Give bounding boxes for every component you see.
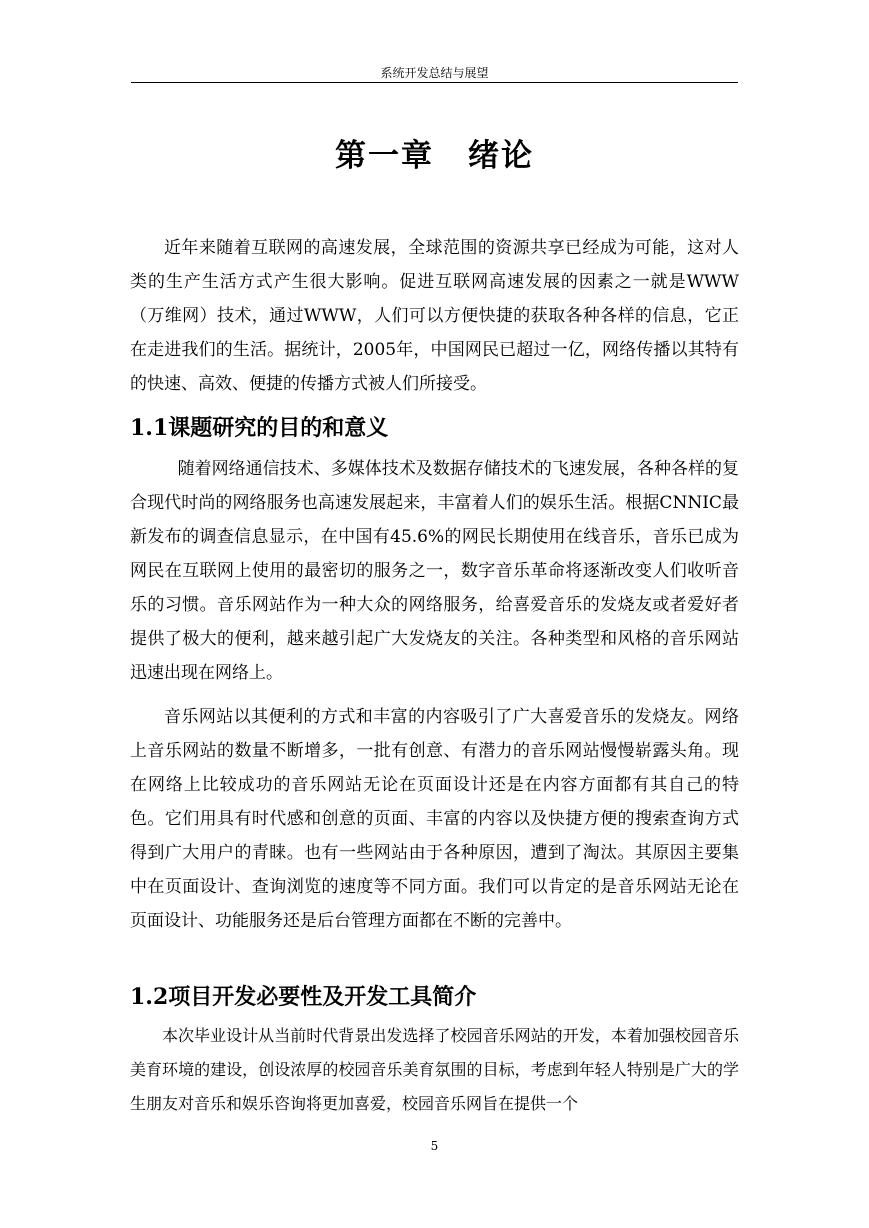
header-divider	[131, 82, 738, 83]
section-1-2-paragraph: 本次毕业设计从当前时代背景出发选择了校园音乐网站的开发，本着加强校园音乐美育环境的建设，创设浓厚的校园音乐美育氛围的目标，考虑到年轻人特别是广大的学生朋友对音乐和娱乐咨询将更加喜爱，校园音乐网旨在提供一个	[130, 1026, 739, 1113]
page-number: 5	[430, 1139, 439, 1153]
section-1-1-paragraph-1: 随着网络通信技术、多媒体技术及数据存储技术的飞速发展，各种各样的复合现代时尚的网络服务也高速发展起来，丰富着人们的娱乐生活。根据CNNIC最新发布的调查信息显示，在中国有45.6%的网民长期使用在线音乐，音乐已成为网民在互联网上使用的最密切的服务之一，数字音乐革命将逐渐改变人们收听音乐的习惯。音乐网站作为一种大众的网络服务，给喜爱音乐的发烧友或者爱好者提供了极大的便利，越来越引起广大发烧友的关注。各种类型和风格的音乐网站迅速出现在网络上。	[130, 459, 739, 683]
section-heading-1-2: 1.2项目开发必要性及开发工具简介	[130, 984, 477, 1010]
section-1-1-paragraph-2: 音乐网站以其便利的方式和丰富的内容吸引了广大喜爱音乐的发烧友。网络上音乐网站的数量不断增多，一批有创意、有潜力的音乐网站慢慢崭露头角。现在网络上比较成功的音乐网站无论在页面设计还是在内容方面都有其自己的特色。它们用具有时代感和创意的页面、丰富的内容以及快捷方便的搜索查询方式得到广大用户的青睐。也有一些网站由于各种原因，遭到了淘汰。其原因主要集中在页面设计、查询浏览的速度等不同方面。我们可以肯定的是音乐网站无论在页面设计、功能服务还是后台管理方面都在不断的完善中。	[130, 707, 739, 931]
running-header-title: 系统开发总结与展望	[380, 66, 489, 80]
chapter-title	[0, 136, 869, 176]
chapter-number-label: 第一章	[335, 138, 434, 174]
intro-paragraph: 近年来随着互联网的高速发展，全球范围的资源共享已经成为可能，这对人类的生产生活方式产生很大影响。促进互联网高速发展的因素之一就是WWW（万维网）技术，通过WWW，人们可以方便快捷的获取各种各样的信息，它正在走进我们的生活。据统计，2005年，中国网民已超过一亿，网络传播以其特有的快速、高效、便捷的传播方式被人们所接受。	[130, 238, 739, 394]
chapter-name: 绪论	[468, 138, 534, 174]
section-heading-1-1: 1.1课题研究的目的和意义	[130, 415, 389, 441]
